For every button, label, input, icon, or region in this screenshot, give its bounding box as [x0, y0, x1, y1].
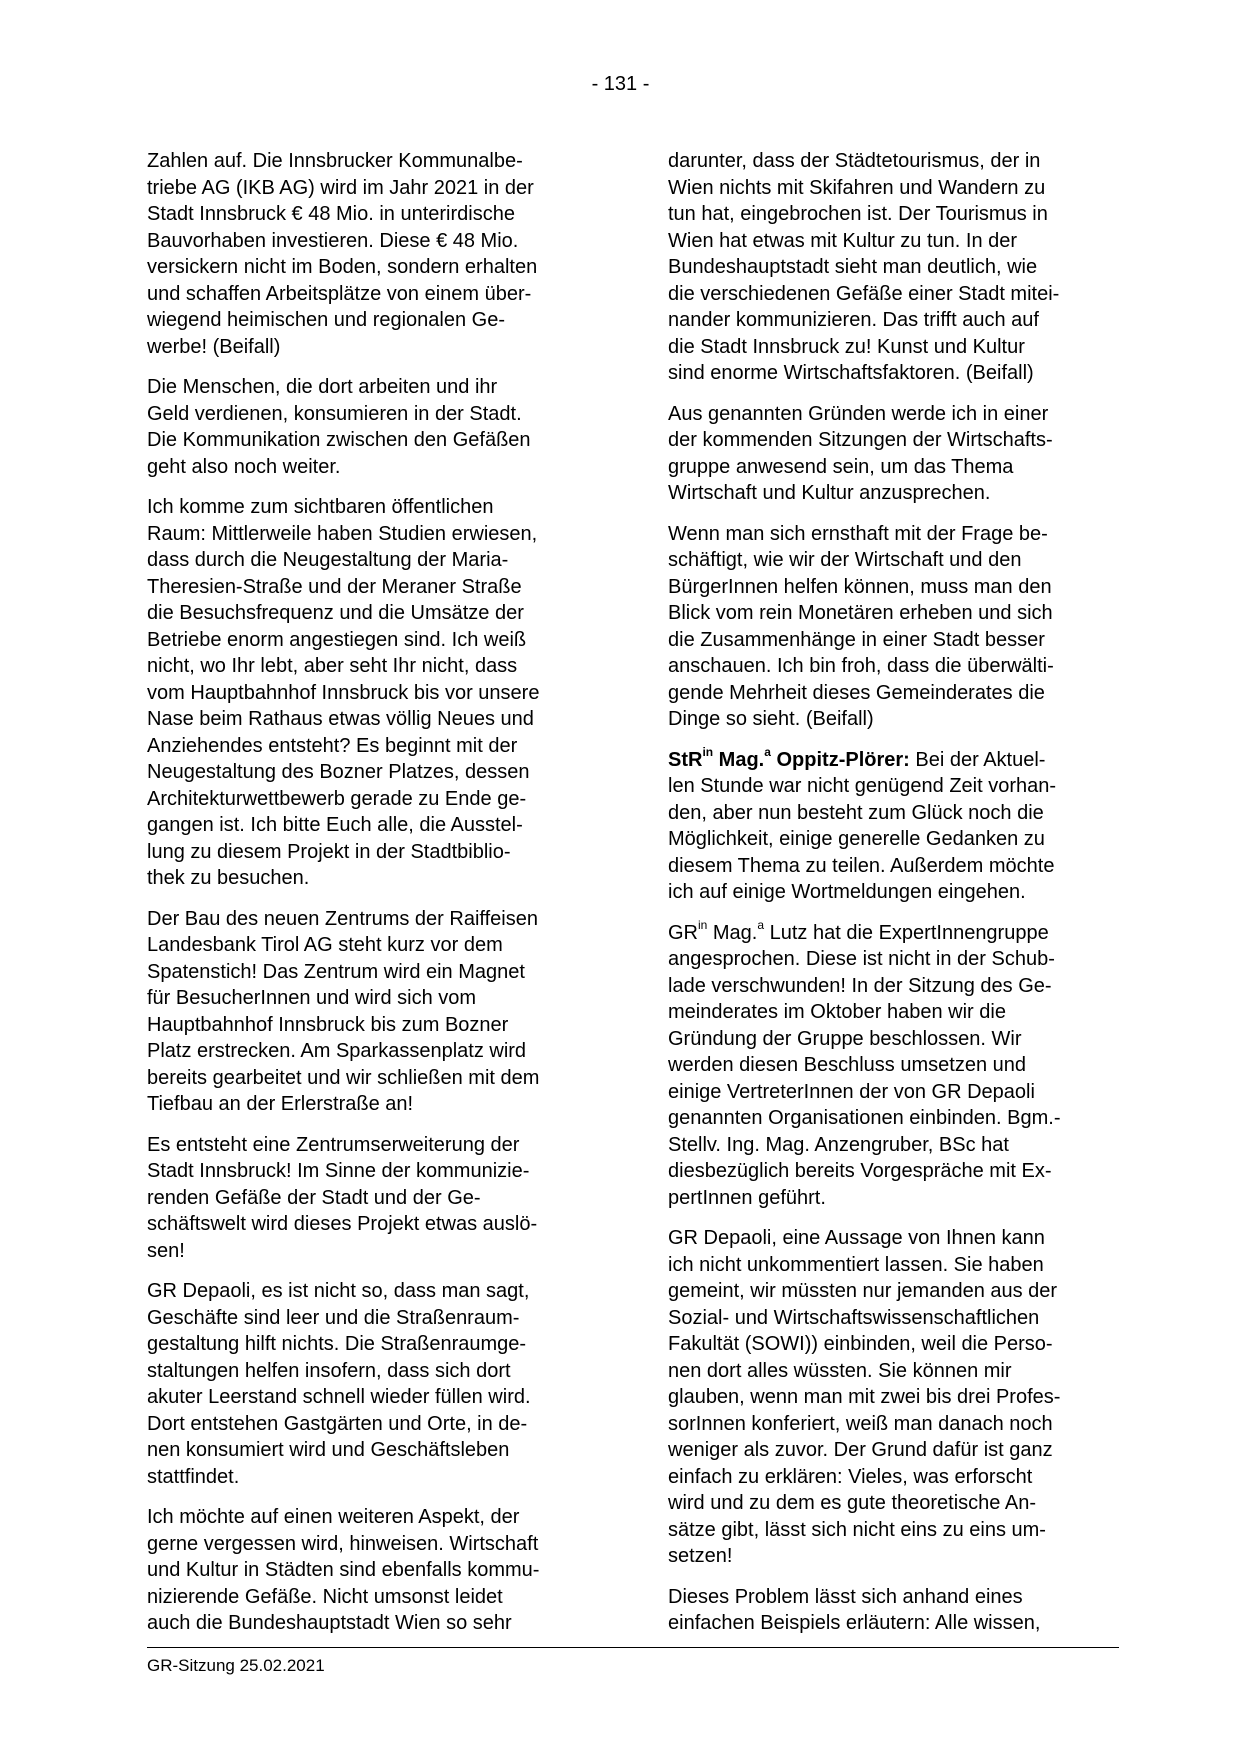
paragraph: GR Depaoli, eine Aussage von Ihnen kann ich nicht unkommentiert lassen. Sie haben gemeint, wir müssten nur jemanden aus der Sozial- und Wirtschaftswissenschaftlichen Fakultät (SOWI)) einbinden, weil die Perso- nen dort alles wüssten. Sie können mir glauben, wenn man mit zwei bis drei Profes- sorInnen konferiert, weiß man danach noch weniger als zuvor. Der Grund dafür ist ganz einfach zu erklären: Vieles, was erforscht wird und zu dem es gute theoretische An- sätze gibt, lässt sich nicht eins zu eins um- setzen!: [668, 1227, 1061, 1567]
paragraph: [668, 917, 1118, 1212]
speaker-surname: Oppitz-Plörer:: [770, 748, 910, 771]
footer-divider: [147, 1647, 1119, 1648]
reference-degree: Mag.: [707, 921, 758, 944]
reference-title-suffix: in: [698, 917, 708, 932]
reference-title: GR: [668, 921, 698, 944]
left-column: [147, 148, 597, 1651]
paragraph: Aus genannten Gründen werde ich in einer der kommenden Sitzungen der Wirtschafts- gruppe anwesend sein, um das Thema Wirtschaft und Kultur anzusprechen.: [668, 402, 1053, 504]
paragraph: GR Depaoli, es ist nicht so, dass man sagt, Geschäfte sind leer und die Straßenraum- gestaltung hilft nichts. Die Straßenraumge- staltungen helfen insofern, dass sich dort akuter Leerstand schnell wieder füllen wird. Dort entstehen Gastgärten und Orte, in de- nen konsumiert wird und Geschäftsleben stattfindet.: [147, 1280, 531, 1488]
paragraph: Dieses Problem lässt sich anhand eines einfachen Beispiels erläutern: Alle wissen,: [668, 1585, 1041, 1634]
speaker-degree-suffix: a: [764, 744, 771, 759]
paragraph-text: Lutz hat die ExpertInnengruppe angesprochen. Diese ist nicht in der Schub- lade verschwunden! In der Sitzung des Ge- meinderates im Oktober haben wir die Gründung der Gruppe beschlossen. Wir werden diesen Beschluss umsetzen und einige VertreterInnen der von GR Depaoli genannten Organisationen einbinden. Bgm.- Stellv. Ing. Mag. Anzengruber, BSc hat diesbezüglich bereits Vorgespräche mit Ex- pertInnen geführt.: [668, 921, 1061, 1209]
page-number: - 131 -: [591, 73, 650, 95]
speaker-text: Bei der Aktuel- len Stunde war nicht genügend Zeit vorhan- den, aber nun besteht zum Glück noch die Möglichkeit, einige generelle Gedanken zu diesem Thema zu teilen. Außerdem möchte ich auf einige Wortmeldungen eingehen.: [668, 748, 1057, 903]
paragraph: Zahlen auf. Die Innsbrucker Kommunalbe- triebe AG (IKB AG) wird im Jahr 2021 in der Stadt Innsbruck € 48 Mio. in unterirdische Bauvorhaben investieren. Diese € 48 Mio. versickern nicht im Boden, sondern erhalten und schaffen Arbeitsplätze von einem über- wiegend heimischen und regionalen Ge- werbe! (Beifall): [147, 150, 538, 358]
right-column: [668, 148, 1118, 1651]
paragraph: Es entsteht eine Zentrumserweiterung der Stadt Innsbruck! Im Sinne der kommunizie- renden Gefäße der Stadt und der Ge- schäftswelt wird dieses Projekt etwas auslö- sen!: [147, 1133, 538, 1262]
speaker-name: [668, 744, 910, 771]
paragraph: Ich komme zum sichtbaren öffentlichen Raum: Mittlerweile haben Studien erwiesen, dass durch die Neugestaltung der Maria- Theresien-Straße und der Meraner Straße die Besuchsfrequenz und die Umsätze der Betriebe enorm angestiegen sind. Ich weiß nicht, wo Ihr lebt, aber seht Ihr nicht, dass vom Hauptbahnhof Innsbruck bis vor unsere Nase beim Rathaus etwas völlig Neues und Anziehendes entsteht? Es beginnt mit der Neugestaltung des Bozner Platzes, dessen Architekturwettbewerb gerade zu Ende ge- gangen ist. Ich bitte Euch alle, die Ausstel- lung zu diesem Projekt in der Stadtbiblio- thek zu besuchen.: [147, 496, 540, 889]
paragraph: Die Menschen, die dort arbeiten und ihr Geld verdienen, konsumieren in der Stadt. Die Kommunikation zwischen den Gefäßen geht also noch weiter.: [147, 376, 531, 478]
speaker-paragraph: [668, 744, 1118, 906]
paragraph: Der Bau des neuen Zentrums der Raiffeisen Landesbank Tirol AG steht kurz vor dem Spatenstich! Das Zentrum wird ein Magnet für BesucherInnen und wird sich vom Hauptbahnhof Innsbruck bis zum Bozner Platz erstrecken. Am Sparkassenplatz wird bereits gearbeitet und wir schließen mit dem Tiefbau an der Erlerstraße an!: [147, 907, 540, 1115]
reference-degree-suffix: a: [757, 917, 765, 932]
paragraph: Ich möchte auf einen weiteren Aspekt, der gerne vergessen wird, hinweisen. Wirtschaft und Kultur in Städten sind ebenfalls kommu- nizierende Gefäße. Nicht umsonst leidet auch die Bundeshauptstadt Wien so sehr: [147, 1506, 540, 1634]
paragraph: darunter, dass der Städtetourismus, der in Wien nichts mit Skifahren und Wandern zu tun hat, eingebrochen ist. Der Tourismus in Wien hat etwas mit Kultur zu tun. In der Bundeshauptstadt sieht man deutlich, wie die verschiedenen Gefäße einer Stadt mitei- nander kommunizieren. Das trifft auch auf die Stadt Innsbruck zu! Kunst und Kultur sind enorme Wirtschaftsfaktoren. (Beifall): [668, 150, 1060, 384]
footer-text: GR-Sitzung 25.02.2021: [147, 1656, 325, 1675]
paragraph: Wenn man sich ernsthaft mit der Frage be- schäftigt, wie wir der Wirtschaft und den BürgerInnen helfen können, muss man den Blick vom rein Monetären erheben und sich die Zusammenhänge in einer Stadt besser anschauen. Ich bin froh, dass die überwälti- gende Mehrheit dieses Gemeinderates die Dinge so sieht. (Beifall): [668, 522, 1054, 730]
speaker-title: StR: [668, 748, 703, 771]
speaker-title-suffix: in: [702, 744, 714, 759]
speaker-degree: Mag.: [713, 748, 765, 771]
